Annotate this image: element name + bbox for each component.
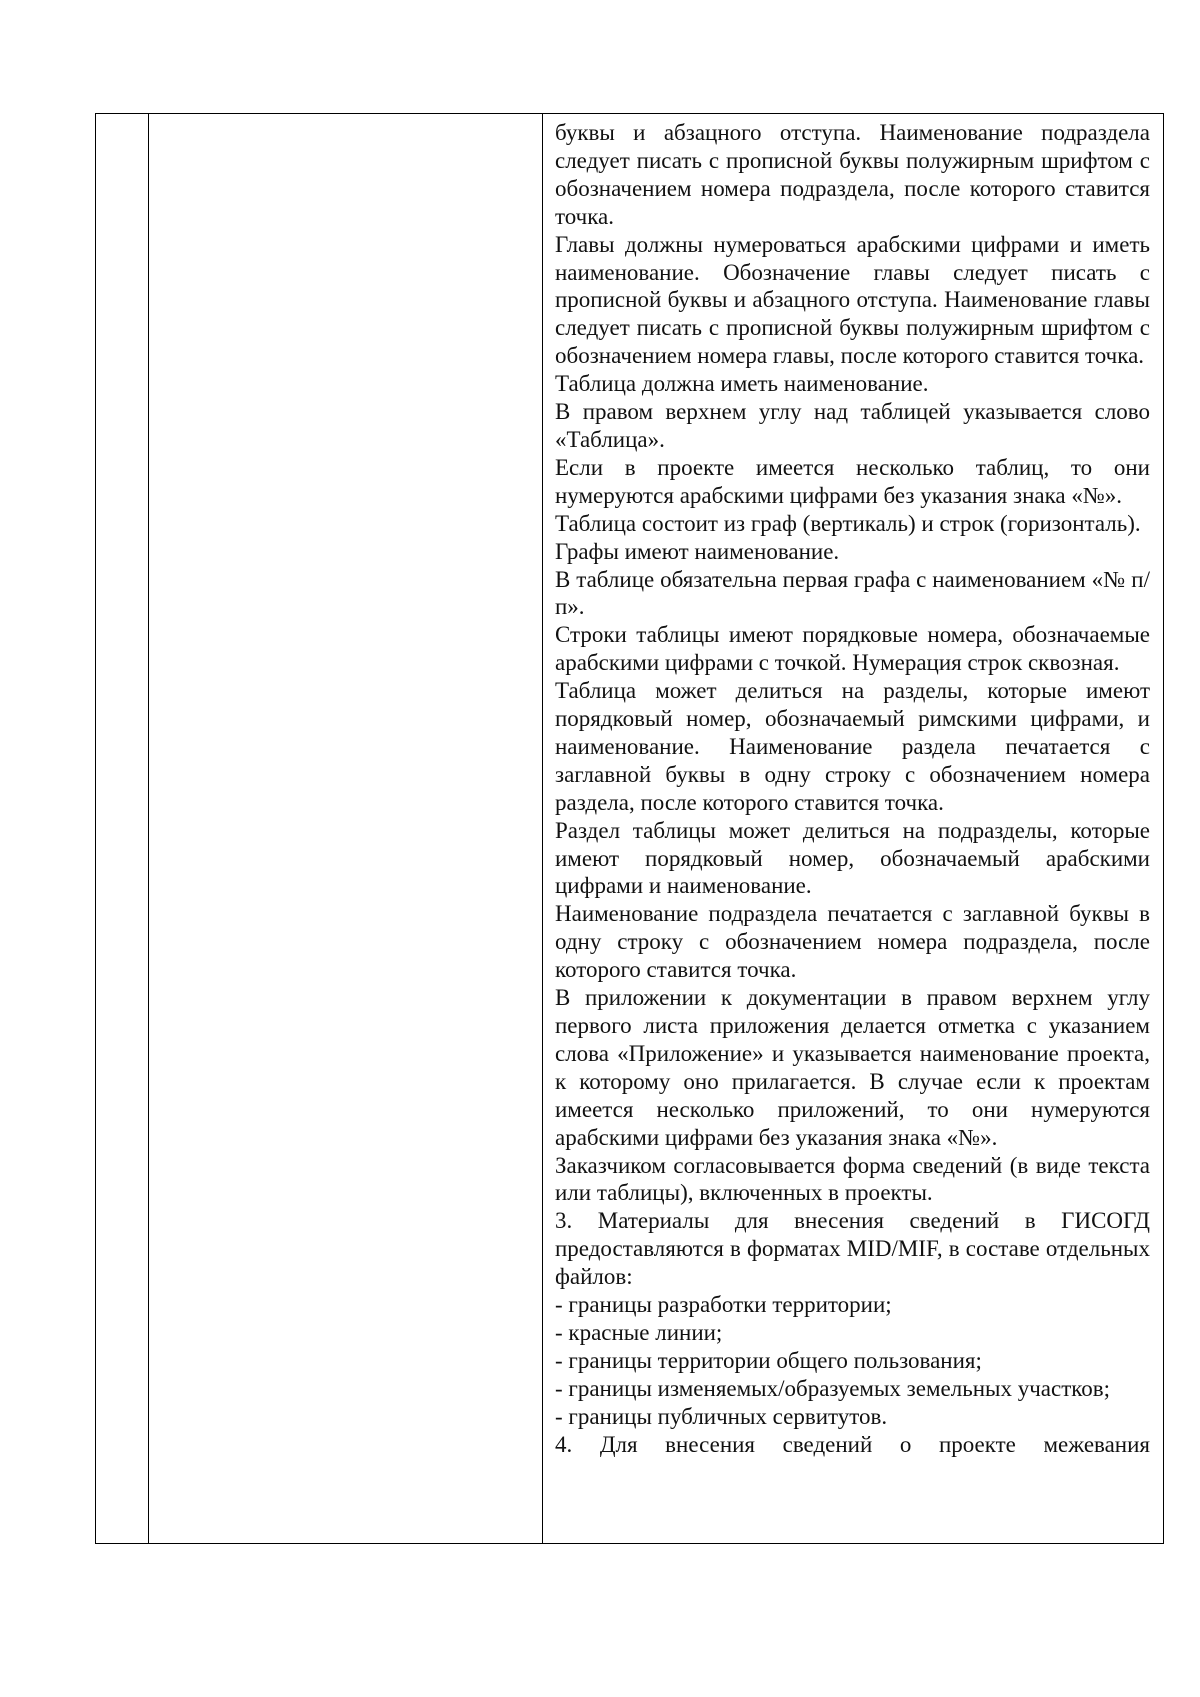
list-item: - границы территории общего пользования;: [555, 1347, 982, 1373]
list-item: - границы разработки территории;: [555, 1292, 892, 1318]
paragraph: Наименование подраздела печатается с заглавной буквы в одну строку с обозначением номера подраздела, после которого ставится точка.: [555, 901, 1150, 983]
paragraph: Строки таблицы имеют порядковые номера, обозначаемые арабскими цифрами с точкой. Нумерация строк сквозная.: [555, 622, 1150, 676]
requirements-text: [543, 114, 1163, 1540]
paragraph: Главы должны нумероваться арабскими цифрами и иметь наименование. Обозначение главы следует писать с прописной буквы и абзацного отступа. Наименование главы следует писать с прописной буквы полужирным шрифтом с обозначением номера главы, после которого ставится точка.: [555, 231, 1150, 369]
paragraph: Таблица может делиться на разделы, которые имеют порядковый номер, обозначаемый римскими цифрами, и наименование. Наименование раздела печатается с заглавной буквы в одну строку с обозначением номера раздела, после которого ставится точка.: [555, 678, 1150, 815]
section-name-cell: [149, 114, 543, 1544]
paragraph: Таблица должна иметь наименование.: [555, 371, 929, 397]
paragraph: В таблице обязательна первая графа с наименованием «№ п/п».: [555, 566, 1150, 620]
table-row: [96, 114, 1164, 1544]
paragraph: Таблица состоит из граф (вертикаль) и строк (горизонталь).: [555, 510, 1141, 536]
paragraph: Графы имеют наименование.: [555, 538, 840, 564]
paragraph: 3. Материалы для внесения сведений в ГИСОГД предоставляются в форматах MID/MIF, в составе отдельных файлов:: [555, 1208, 1150, 1290]
paragraph: 4. Для внесения сведений о проекте межевания: [555, 1431, 1150, 1457]
list-item: - границы изменяемых/образуемых земельных участков;: [555, 1375, 1111, 1401]
list-item: - красные линии;: [555, 1319, 723, 1345]
list-item: - границы публичных сервитутов.: [555, 1403, 888, 1429]
paragraph: Если в проекте имеется несколько таблиц, то они нумеруются арабскими цифрами без указания знака «№».: [555, 454, 1150, 508]
paragraph: Заказчиком согласовывается форма сведений (в виде текста или таблицы), включенных в проекты.: [555, 1152, 1150, 1206]
paragraph: Раздел таблицы может делиться на подразделы, которые имеют порядковый номер, обозначаемый арабскими цифрами и наименование.: [555, 817, 1150, 899]
paragraph: В приложении к документации в правом верхнем углу первого листа приложения делается отметка с указанием слова «Приложение» и указывается наименование проекта, к которому оно прилагается. В случае если к проектам имеется несколько приложений, то они нумеруются арабскими цифрами без указания знака «№».: [555, 985, 1150, 1150]
paragraph: В правом верхнем углу над таблицей указывается слово «Таблица».: [555, 399, 1150, 452]
paragraph: буквы и абзацного отступа. Наименование подраздела следует писать с прописной буквы полужирным шрифтом с обозначением номера подраздела, после которого ставится точка.: [555, 120, 1150, 229]
row-number-cell: [96, 114, 149, 1544]
document-table: [95, 113, 1164, 1544]
requirements-text-cell: [543, 114, 1164, 1544]
